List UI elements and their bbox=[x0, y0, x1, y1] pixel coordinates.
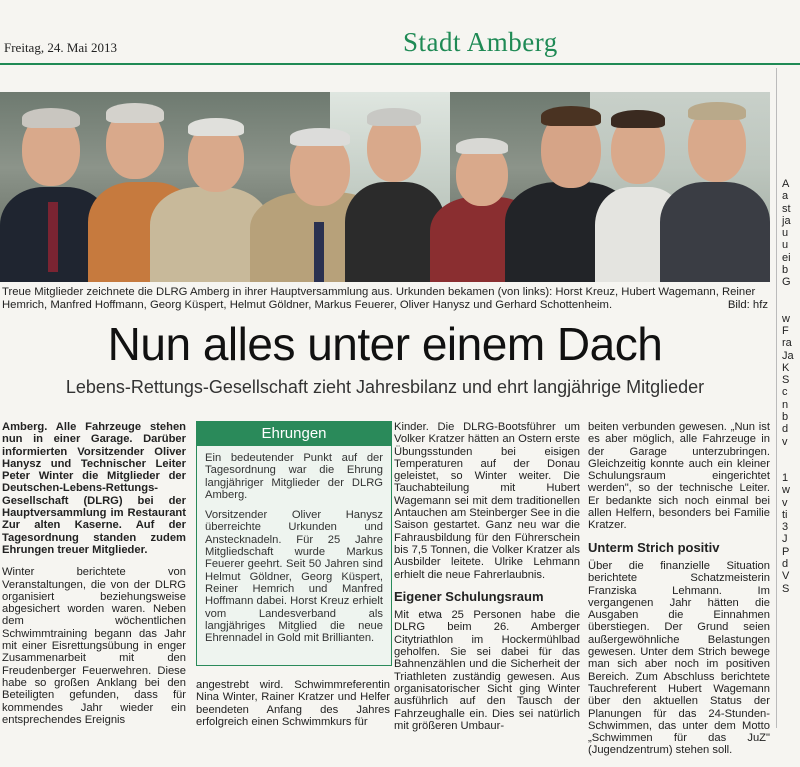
column-divider bbox=[776, 68, 777, 728]
article-column-2 bbox=[196, 679, 390, 738]
edge-fragment-line: A bbox=[782, 178, 790, 190]
edge-fragment-line: b bbox=[782, 411, 789, 424]
edge-fragment-line: V bbox=[782, 570, 790, 583]
edge-fragment-line: S bbox=[782, 374, 790, 387]
edge-fragment-line: ei bbox=[782, 251, 791, 264]
edge-fragment-line: v bbox=[782, 435, 788, 448]
honors-box-title: Ehrungen bbox=[197, 422, 391, 446]
article-column-3 bbox=[394, 421, 580, 742]
edge-fragment-line: d bbox=[782, 558, 789, 571]
edge-fragment-line: n bbox=[782, 398, 789, 411]
edge-fragment-line: u bbox=[782, 239, 789, 252]
edge-fragment-line: F bbox=[782, 324, 789, 337]
article-column-4 bbox=[588, 421, 770, 767]
photo-caption: Treue Mitglieder zeichnete die DLRG Amberg in ihrer Hauptversammlung aus. Urkunden bekamen (von links): Horst Kreuz, Hubert Wagemann, Reiner Hemrich, Manfred Hoffmann, Georg Küspert, Helmut Göldner, Markus Feuerer, Oliver Hanysz und Gerhard Schottenheim. bbox=[2, 286, 756, 311]
edge-fragment-line: G bbox=[782, 276, 791, 289]
body-paragraph: Mit etwa 25 Personen habe die DLRG beim 26. Amberger Citytriathlon im Hockermühlbad geholfen. Sie sei dabei für das Bahnenzählen und die Sicherheit der Triathleten zuständig gewesen. Aus organisatorischer Sicht ging Winter ausführlich auf den Tausch der Fahrzeughalle ein. Dies sei natürlich mit größeren Umbaur- bbox=[394, 609, 580, 732]
photo-credit: Bild: hfz bbox=[727, 299, 768, 311]
edge-fragment-line: 3 bbox=[782, 521, 789, 534]
edge-fragment-line: c bbox=[782, 386, 788, 399]
header-rule bbox=[0, 63, 800, 65]
subheading-finances: Unterm Strich positiv bbox=[588, 539, 720, 555]
body-paragraph: Über die finanzielle Situation berichtete Schatzmeisterin Franziska Lehmann. Im vergangenen Jahr hätten die Ausgaben die Einnahmen überstiegen. Der Grund seien außergewöhnliche Belastungen gewesen. Unter dem Strich bewege man sich aber noch im positiven Bereich. Zum Abschluss berichtete Tauchreferent Hubert Wagemann über den aktuellen Status der Planungen für das 24-Stunden-Schwimmen, das unter dem Motto „Schwimmen für das JuZ" (Jugendzentrum) stehen soll. bbox=[588, 559, 770, 757]
edge-fragment-line: P bbox=[782, 545, 790, 558]
honors-box-paragraph: Ein bedeutender Punkt auf der Tagesordnung war die Ehrung langjähriger Mitglieder der DLRG Amberg. bbox=[205, 452, 383, 501]
edge-fragment-line: w bbox=[782, 312, 790, 325]
edge-fragment-line: J bbox=[782, 533, 788, 546]
edge-fragment-line: d bbox=[782, 423, 789, 436]
section-title: Stadt Amberg bbox=[403, 27, 558, 57]
edge-fragment-line: ja bbox=[782, 214, 791, 227]
group-photo bbox=[0, 92, 770, 282]
headline: Nun alles unter einem Dach bbox=[107, 318, 663, 370]
edge-fragment-line: 1 bbox=[782, 471, 789, 484]
edge-fragment-line: K bbox=[782, 361, 790, 374]
person-9 bbox=[660, 106, 770, 282]
honors-box bbox=[196, 421, 392, 666]
honors-box-paragraph: Vorsitzender Oliver Hanysz überreichte Urkunden und Anstecknadeln. Für 25 Jahre Mitgliedschaft wurde Markus Feuerer geehrt. Seit 50 Jahren sind Helmut Göldner, Georg Küspert, Reiner Hemrich und Manfred Hoffmann dabei. Horst Kreuz erhielt vom Landesverband als langjähriges Mitglied die neue Ehrennadel in Gold mit Brillianten. bbox=[205, 509, 383, 645]
edge-fragment-line: S bbox=[782, 582, 790, 595]
edge-fragment-line: v bbox=[782, 496, 788, 509]
edge-fragment-line: u bbox=[782, 227, 789, 240]
edge-fragment-line: a bbox=[782, 190, 789, 203]
edge-fragment-line: w bbox=[782, 484, 790, 497]
lead-paragraph: Amberg. Alle Fahrzeuge stehen nun in einer Garage. Darüber informierten Vorsitzender Oliver Hanysz und Technischer Leiter Peter Winter die Mitglieder der Deutschen-Lebens-Rettungs-Gesellschaft (DLRG) bei der Hauptversammlung im Restaurant Zur alten Kaserne. Auf der Tagesordnung standen zudem Ehrungen treuer Mitglieder. bbox=[2, 421, 186, 556]
article-column-1 bbox=[2, 421, 186, 736]
neighbor-article-fragment bbox=[782, 178, 794, 595]
edge-fragment-line: Ja bbox=[782, 349, 794, 362]
edge-fragment-line: b bbox=[782, 264, 789, 277]
body-paragraph: angestrebt wird. Schwimmreferentin Nina Winter, Rainer Kratzer und Helfer beendeten Anfang des Jahres erfolgreich einen Schwimmkurs für bbox=[196, 679, 390, 728]
body-paragraph: Winter berichtete von Veranstaltungen, die von der DLRG organisiert beziehungsweise abgesichert worden waren. Neben dem wöchentlichen Schwimmtraining begann das Jahr mit einer Eisrettungsübung in enger Zusammenarbeit mit den Freudenberger Feuerwehren. Diese habe so großen Anklang bei den Beteiligten gefunden, dass für kommendes Jahr wieder ein entsprechendes Ereignis bbox=[2, 566, 186, 726]
edge-fragment-line: ra bbox=[782, 337, 792, 350]
body-paragraph: beiten verbunden gewesen. „Nun ist es aber möglich, alle Fahrzeuge in der Garage unterzubringen. Gleichzeitig konnte auch ein kleiner Schulungsraum eingerichtet werden", so der technische Leiter. Er bedankte sich noch einmal bei allen Helfern, besonders bei Familie Kratzer. bbox=[588, 421, 770, 532]
issue-date: Freitag, 24. Mai 2013 bbox=[4, 40, 118, 55]
edge-fragment-line: ti bbox=[782, 508, 788, 521]
edge-fragment-line: st bbox=[782, 202, 791, 215]
body-paragraph: Kinder. Die DLRG-Bootsführer um Volker Kratzer hätten an Ostern erste Übungsstunden bei eisigen Temperaturen auf der Donau geleistet, so Winter weiter. Die Tauchabteilung mit Hubert Wagemann sei mit dem traditionellen Antauchen am Steinberger See in die Saison gestartet. Ganz neu war die Fahrausbildung für den Führerschein bis 7,5 Tonnen, die Volker Kratzer als Ausbilder leitete. Ulrike Lehmann erhielt die neue Fahrerlaubnis. bbox=[394, 421, 580, 581]
subheading-training-room: Eigener Schulungsraum bbox=[394, 588, 544, 604]
subheadline: Lebens-Rettungs-Gesellschaft zieht Jahresbilanz und ehrt langjährige Mitglieder bbox=[65, 377, 705, 397]
